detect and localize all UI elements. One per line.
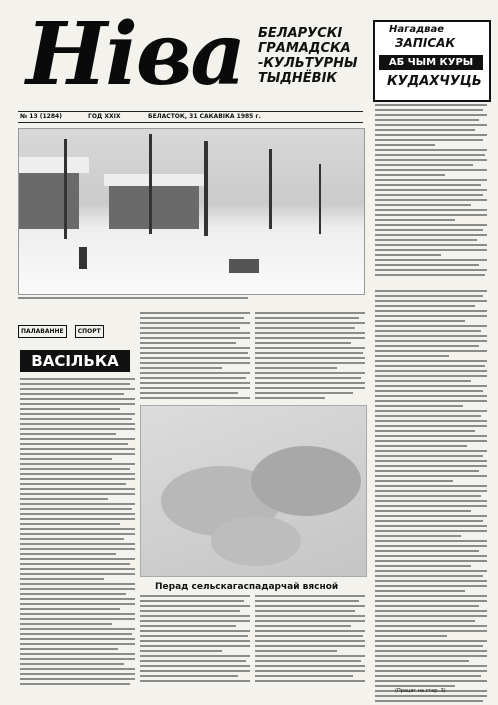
seed-hands-photo: [140, 405, 367, 577]
section-labels: [18, 318, 107, 335]
right-column-text-lower: [375, 290, 487, 705]
right-column-text: [375, 104, 487, 279]
bottom-article-text: [140, 595, 250, 685]
tree-shape: [149, 134, 152, 234]
issue-number: № 13 (1284): [20, 113, 62, 120]
newspaper-logo: Ніва: [26, 4, 245, 105]
motto-line-2: ГРАМАДСКА: [258, 41, 351, 56]
house-shape: [19, 169, 79, 229]
feature-title: ЗАПІСАК: [395, 36, 456, 50]
feature-banner: АБ ЧЫМ КУРЫ: [379, 55, 483, 70]
pole-shape: [204, 141, 208, 236]
section-label-2: СПОРТ: [75, 325, 104, 338]
hand-shape: [251, 446, 361, 516]
photo-caption: [18, 295, 363, 303]
roof-shape: [104, 174, 204, 186]
vasilka-banner: ВАСІЛЬКА: [20, 350, 130, 372]
street-photo: [18, 128, 365, 295]
tree-shape: [269, 149, 272, 229]
left-article-text: [20, 378, 135, 688]
issue-year: ГОД XXIX: [88, 113, 121, 120]
middle-article-text: [140, 312, 250, 402]
roof-shape: [18, 157, 89, 173]
continued-note: (Працяг на стар. 3): [395, 688, 446, 694]
middle-article-text-2: [255, 312, 365, 402]
feature-kicker: Нагадвае: [389, 24, 445, 35]
tree-shape: [64, 139, 67, 239]
person-shape: [79, 247, 87, 269]
right-feature-box: [373, 20, 491, 102]
tree-shape: [319, 164, 321, 234]
issue-info-strip: [18, 111, 363, 123]
motto-line-4: ТЫДНЁВІК: [258, 71, 338, 86]
motto-line-3: -КУЛЬТУРНЫ: [258, 56, 358, 71]
bottom-article-text-2: [255, 595, 365, 685]
house-shape: [109, 184, 199, 229]
issue-date: БЕЛАСТОК, 31 САКАВІКА 1985 г.: [148, 113, 261, 120]
motto-line-1: БЕЛАРУСКІ: [258, 26, 343, 41]
hand-shape: [211, 516, 301, 566]
car-shape: [229, 259, 259, 273]
motto: [258, 26, 368, 86]
feature-subtitle: КУДАХЧУЦЬ: [387, 74, 482, 89]
photo-caption-2: Перад сельскагаспадарчай вясной: [155, 582, 339, 592]
section-label-1: ПАЛАВАННЕ: [18, 325, 67, 338]
